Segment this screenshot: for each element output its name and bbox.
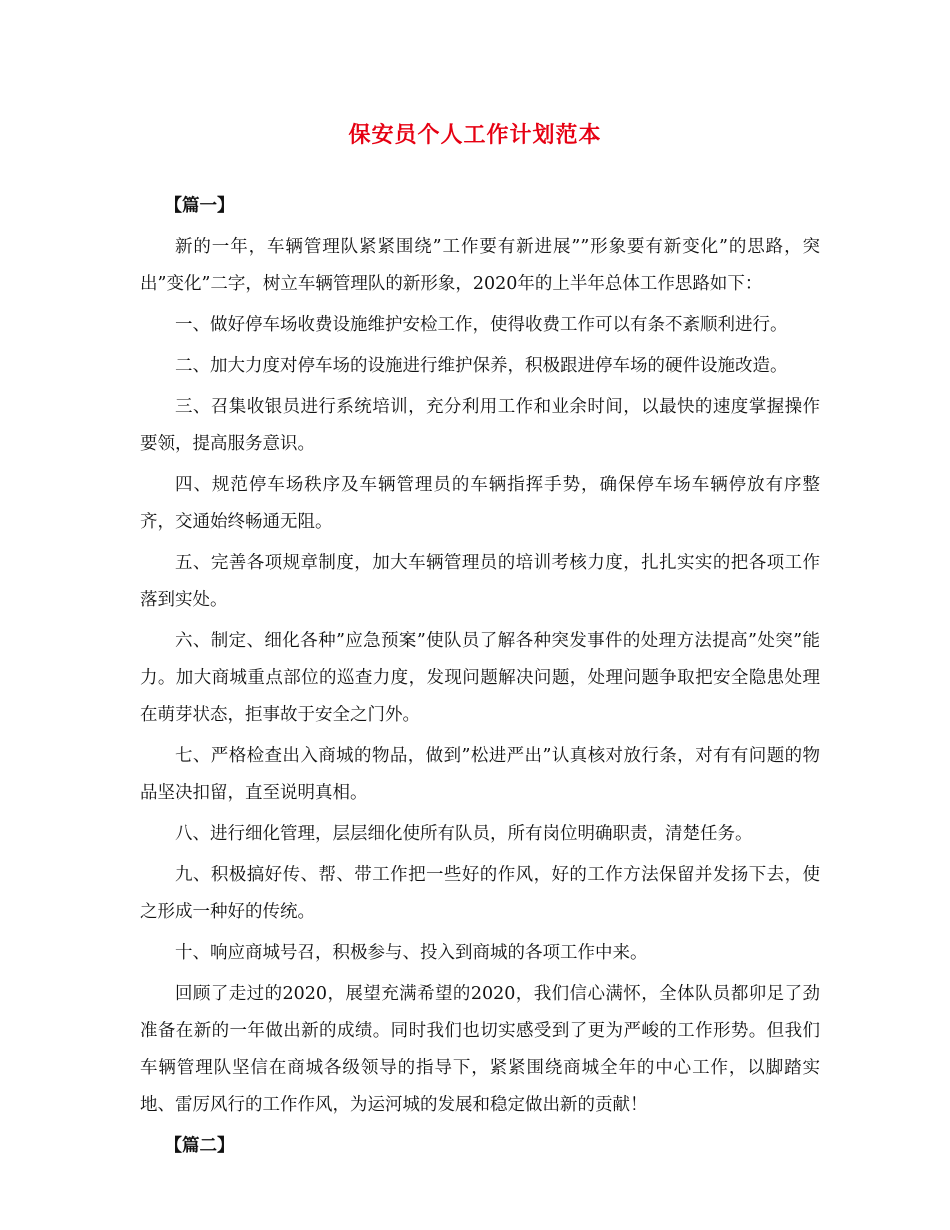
paragraph-item-2: 二、加大力度对停车场的设施进行维护保养，积极跟进停车场的硬件设施改造。 — [175, 356, 788, 376]
document-title: 保安员个人工作计划范本 — [348, 122, 602, 148]
section-heading-2: 【篇二】 — [164, 1136, 235, 1156]
section-heading-1: 【篇一】 — [164, 196, 235, 216]
paragraph-intro: 新的一年，车辆管理队紧紧围绕”工作要有新进展””形象要有新变化”的思路，突出”变化”二字，树立车辆管理队的新形象，2020年的上半年总体工作思路如下： — [140, 237, 820, 294]
paragraph-item-7: 七、严格检查出入商城的物品，做到”松进严出”认真核对放行条，对有有问题的物品坚决扣留，直至说明真相。 — [140, 746, 820, 803]
paragraph-item-4: 四、规范停车场秩序及车辆管理员的车辆指挥手势，确保停车场车辆停放有序整齐，交通始终畅通无阻。 — [140, 475, 820, 532]
paragraph-item-9: 九、积极搞好传、帮、带工作把一些好的作风，好的工作方法保留并发扬下去，使之形成一种好的传统。 — [140, 865, 820, 922]
paragraph-item-3: 三、召集收银员进行系统培训，充分利用工作和业余时间，以最快的速度掌握操作要领，提高服务意识。 — [140, 397, 820, 454]
paragraph-item-1: 一、做好停车场收费设施维护安检工作，使得收费工作可以有条不紊顺利进行。 — [175, 315, 788, 335]
document-body — [140, 188, 820, 1169]
paragraph-item-6: 六、制定、细化各种”应急预案”使队员了解各种突发事件的处理方法提高”处突”能力。加大商城重点部位的巡查力度，发现问题解决问题，处理问题争取把安全隐患处理在萌芽状态，拒事故于安全之门外。 — [140, 631, 820, 725]
paragraph-item-5: 五、完善各项规章制度，加大车辆管理员的培训考核力度，扎扎实实的把各项工作落到实处。 — [140, 553, 820, 610]
paragraph-item-8: 八、进行细化管理，层层细化使所有队员，所有岗位明确职责，清楚任务。 — [175, 824, 753, 844]
paragraph-item-10: 十、响应商城号召，积极参与、投入到商城的各项工作中来。 — [175, 943, 648, 963]
paragraph-conclusion: 回顾了走过的2020，展望充满希望的2020，我们信心满怀，全体队员都卯足了劲准备在新的一年做出新的成绩。同时我们也切实感受到了更为严峻的工作形势。但我们车辆管理队坚信在商城各级领导的指导下，紧紧围绕商城全年的中心工作，以脚踏实地、雷厉风行的工作作风，为运河城的发展和稳定做出新的贡献！ — [140, 984, 820, 1115]
